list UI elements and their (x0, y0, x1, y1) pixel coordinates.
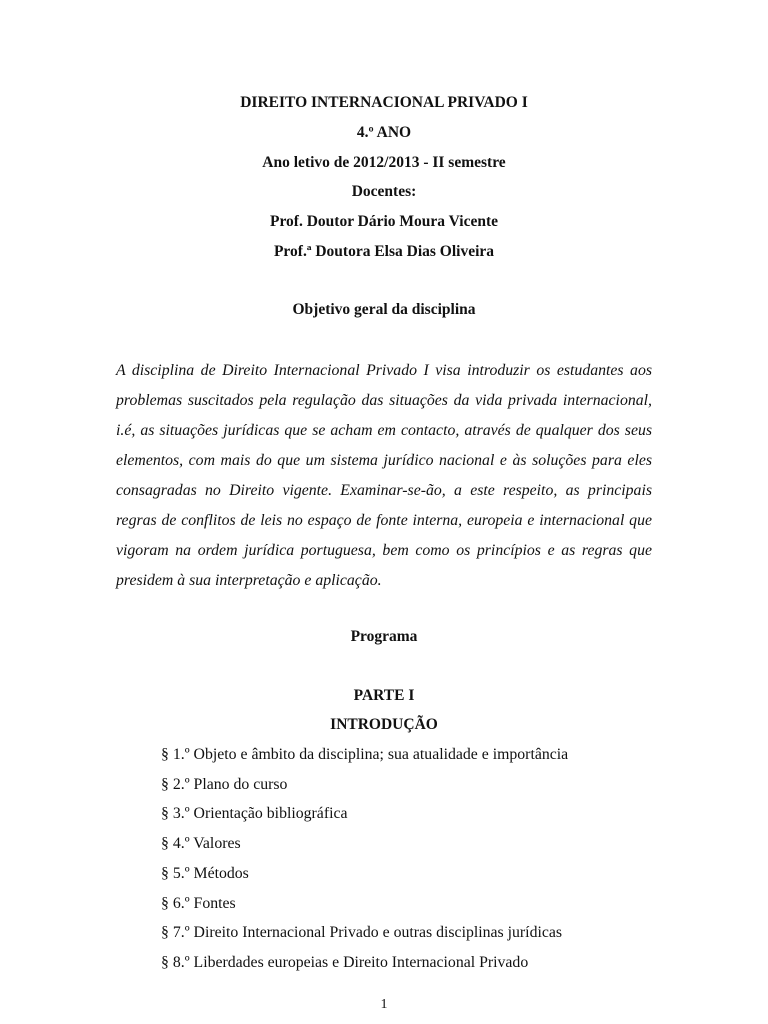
program-item: § 2.º Plano do curso (161, 776, 288, 793)
page-number: 1 (380, 997, 388, 1012)
program-heading: Programa (350, 628, 418, 645)
program-item: § 4.º Valores (161, 835, 241, 852)
lecturers-label: Docentes: (351, 183, 417, 200)
program-item: § 3.º Orientação bibliográfica (161, 805, 348, 822)
course-title: DIREITO INTERNACIONAL PRIVADO I (240, 94, 528, 111)
academic-year: Ano letivo de 2012/2013 - II semestre (262, 154, 506, 171)
lecturer-2: Prof.ª Doutora Elsa Dias Oliveira (273, 243, 495, 260)
program-item: § 5.º Métodos (161, 865, 249, 882)
program-item: § 6.º Fontes (161, 895, 236, 912)
objective-heading: Objetivo geral da disciplina (292, 301, 476, 318)
part-title: INTRODUÇÃO (330, 716, 438, 733)
part-label: PARTE I (353, 687, 415, 704)
objective-paragraph: A disciplina de Direito Internacional Privado I visa introduzir os estudantes aos problemas suscitados pela regulação das situações da vida privada internacional, i.é, as situações jurídicas que se acham em contacto, através de qualquer dos seus elementos, com mais do que um sistema jurídico nacional e às soluções para eles consagradas no Direito vigente. Examinar-se-ão, a este respeito, as principais regras de conflitos de leis no espaço de fonte interna, europeia e internacional que vigoram na ordem jurídica portuguesa, bem como os princípios e as regras que presidem à sua interpretação e aplicação. (116, 362, 652, 589)
lecturer-1: Prof. Doutor Dário Moura Vicente (269, 213, 498, 230)
program-item: § 8.º Liberdades europeias e Direito Internacional Privado (161, 954, 529, 971)
program-item: § 7.º Direito Internacional Privado e outras disciplinas jurídicas (161, 924, 563, 941)
course-year: 4.º ANO (356, 124, 412, 141)
program-item: § 1.º Objeto e âmbito da disciplina; sua atualidade e importância (161, 746, 569, 763)
